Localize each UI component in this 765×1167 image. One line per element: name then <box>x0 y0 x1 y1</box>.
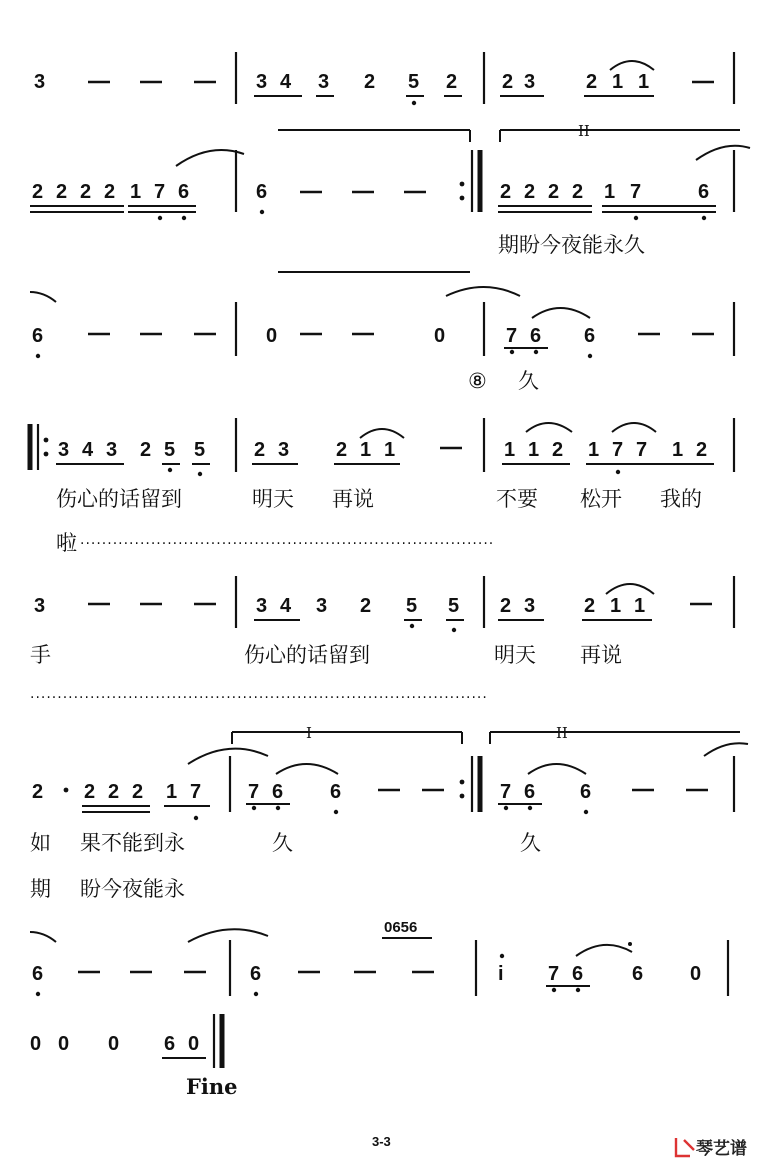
svg-text:1: 1 <box>610 595 622 617</box>
svg-text:2: 2 <box>552 439 564 461</box>
svg-text:3: 3 <box>318 71 330 93</box>
svg-text:2: 2 <box>586 71 598 93</box>
svg-text:7: 7 <box>500 781 512 803</box>
svg-text:7: 7 <box>636 439 648 461</box>
svg-text:2: 2 <box>80 181 92 203</box>
svg-text:2: 2 <box>696 439 708 461</box>
svg-text:6: 6 <box>178 181 190 203</box>
watermark-logo <box>676 1138 747 1159</box>
lyric-line-7-a: 期 <box>30 877 51 901</box>
svg-text:3: 3 <box>256 71 268 93</box>
svg-text:6: 6 <box>256 181 268 203</box>
lyric-line-6-d: 久 <box>520 831 541 855</box>
svg-text:5: 5 <box>406 595 418 617</box>
svg-text:4: 4 <box>82 439 94 461</box>
svg-text:3: 3 <box>524 595 536 617</box>
svg-text:2: 2 <box>502 71 514 93</box>
svg-text:5: 5 <box>194 439 206 461</box>
lyric-line-2: 期盼今夜能永久 <box>498 233 645 257</box>
svg-text:7: 7 <box>248 781 260 803</box>
svg-text:6: 6 <box>272 781 284 803</box>
system-1 <box>34 52 734 105</box>
lyric-line-5-c: 再说 <box>580 643 622 667</box>
lyric-line-3: 久 <box>518 369 539 393</box>
svg-text:0: 0 <box>690 963 702 985</box>
svg-text:1: 1 <box>638 71 650 93</box>
svg-text:6: 6 <box>164 1033 176 1055</box>
svg-text:i: i <box>498 963 504 985</box>
lyric-line-4-c: 再说 <box>332 487 374 511</box>
svg-text:0: 0 <box>188 1033 200 1055</box>
svg-text:2: 2 <box>140 439 152 461</box>
system-2 <box>30 122 750 257</box>
svg-text:3: 3 <box>58 439 70 461</box>
svg-text:7: 7 <box>548 963 560 985</box>
lyric-line-5-b: 明天 <box>494 643 536 667</box>
lyric-line-5-start: 手 <box>30 643 51 667</box>
svg-text:1: 1 <box>528 439 540 461</box>
svg-text:6: 6 <box>530 325 542 347</box>
svg-text:2: 2 <box>584 595 596 617</box>
page-number: 3-3 <box>372 1134 391 1149</box>
svg-text:2: 2 <box>364 71 376 93</box>
lyric-line-5-a: 伤心的话留到 <box>244 643 370 667</box>
segno-sign: ⑧ <box>468 369 487 393</box>
svg-text:2: 2 <box>32 781 44 803</box>
svg-text:2: 2 <box>254 439 266 461</box>
svg-text:7: 7 <box>612 439 624 461</box>
svg-text:3: 3 <box>278 439 290 461</box>
system-3 <box>30 272 734 393</box>
svg-text:6: 6 <box>32 963 44 985</box>
svg-text:1: 1 <box>130 181 142 203</box>
svg-text:2: 2 <box>132 781 144 803</box>
svg-text:0: 0 <box>266 325 278 347</box>
svg-text:3: 3 <box>34 71 46 93</box>
system-5 <box>30 576 734 702</box>
svg-text:7: 7 <box>506 325 518 347</box>
system-7 <box>30 919 728 996</box>
lyric-line-4-b: 明天 <box>252 487 294 511</box>
svg-text:2: 2 <box>500 181 512 203</box>
svg-text:6: 6 <box>572 963 584 985</box>
svg-text:7: 7 <box>190 781 202 803</box>
svg-text:3: 3 <box>524 71 536 93</box>
svg-text:3: 3 <box>106 439 118 461</box>
grace-notes: 0656 <box>384 919 418 936</box>
lyric-line-4-e: 松开 <box>580 487 622 511</box>
svg-text:3: 3 <box>256 595 268 617</box>
svg-text:2: 2 <box>572 181 584 203</box>
svg-text:3: 3 <box>34 595 46 617</box>
svg-text:2: 2 <box>84 781 96 803</box>
svg-text:6: 6 <box>632 963 644 985</box>
svg-text:2: 2 <box>524 181 536 203</box>
svg-text:0: 0 <box>58 1033 70 1055</box>
lyric-line-6-b: 果不能到永 <box>80 831 185 855</box>
system-8 <box>30 1014 238 1099</box>
svg-text:1: 1 <box>634 595 646 617</box>
svg-text:1: 1 <box>166 781 178 803</box>
svg-text:6: 6 <box>32 325 44 347</box>
lyric-line-6-c: 久 <box>272 831 293 855</box>
svg-text:1: 1 <box>604 181 616 203</box>
lyric-line-4-d: 不要 <box>496 487 538 511</box>
svg-text:0: 0 <box>30 1033 42 1055</box>
lyric-line-7-b: 盼今夜能永 <box>80 877 185 901</box>
svg-text:5: 5 <box>448 595 460 617</box>
svg-text:2: 2 <box>56 181 68 203</box>
lyric-line-4-next: 啦 <box>56 531 77 555</box>
svg-text:6: 6 <box>584 325 596 347</box>
watermark-text: 琴艺谱 <box>696 1139 747 1159</box>
svg-text:6: 6 <box>698 181 710 203</box>
svg-text:4: 4 <box>280 595 292 617</box>
svg-text:2: 2 <box>548 181 560 203</box>
svg-text:6: 6 <box>250 963 262 985</box>
footer <box>372 1134 747 1159</box>
svg-text:2: 2 <box>500 595 512 617</box>
lyric-line-4-f: 我的 <box>660 487 702 511</box>
fine-mark: Fine <box>186 1074 238 1099</box>
svg-text:2: 2 <box>32 181 44 203</box>
svg-text:1: 1 <box>612 71 624 93</box>
svg-text:0: 0 <box>434 325 446 347</box>
svg-text:6: 6 <box>580 781 592 803</box>
svg-text:1: 1 <box>504 439 516 461</box>
svg-text:6: 6 <box>330 781 342 803</box>
svg-text:1: 1 <box>672 439 684 461</box>
system-6 <box>30 724 748 901</box>
lyric-line-6-a: 如 <box>30 831 51 855</box>
svg-text:2: 2 <box>108 781 120 803</box>
svg-text:5: 5 <box>408 71 420 93</box>
dotted-leader-2: .................................................................................... <box>30 686 488 702</box>
volta-1-label: I <box>306 724 312 742</box>
svg-text:7: 7 <box>154 181 166 203</box>
svg-text:2: 2 <box>360 595 372 617</box>
volta-2-label: II <box>578 122 590 140</box>
svg-text:2: 2 <box>336 439 348 461</box>
volta-2b-label: II <box>556 724 568 742</box>
svg-text:1: 1 <box>360 439 372 461</box>
svg-text:2: 2 <box>446 71 458 93</box>
svg-text:0: 0 <box>108 1033 120 1055</box>
svg-text:4: 4 <box>280 71 292 93</box>
svg-text:6: 6 <box>524 781 536 803</box>
svg-text:3: 3 <box>316 595 328 617</box>
svg-text:5: 5 <box>164 439 176 461</box>
svg-text:7: 7 <box>630 181 642 203</box>
lyric-line-4-a: 伤心的话留到 <box>56 487 182 511</box>
system-4 <box>30 418 734 555</box>
svg-text:1: 1 <box>384 439 396 461</box>
dotted-leader-1: ............................................................................ <box>80 532 495 548</box>
svg-text:2: 2 <box>104 181 116 203</box>
svg-text:1: 1 <box>588 439 600 461</box>
